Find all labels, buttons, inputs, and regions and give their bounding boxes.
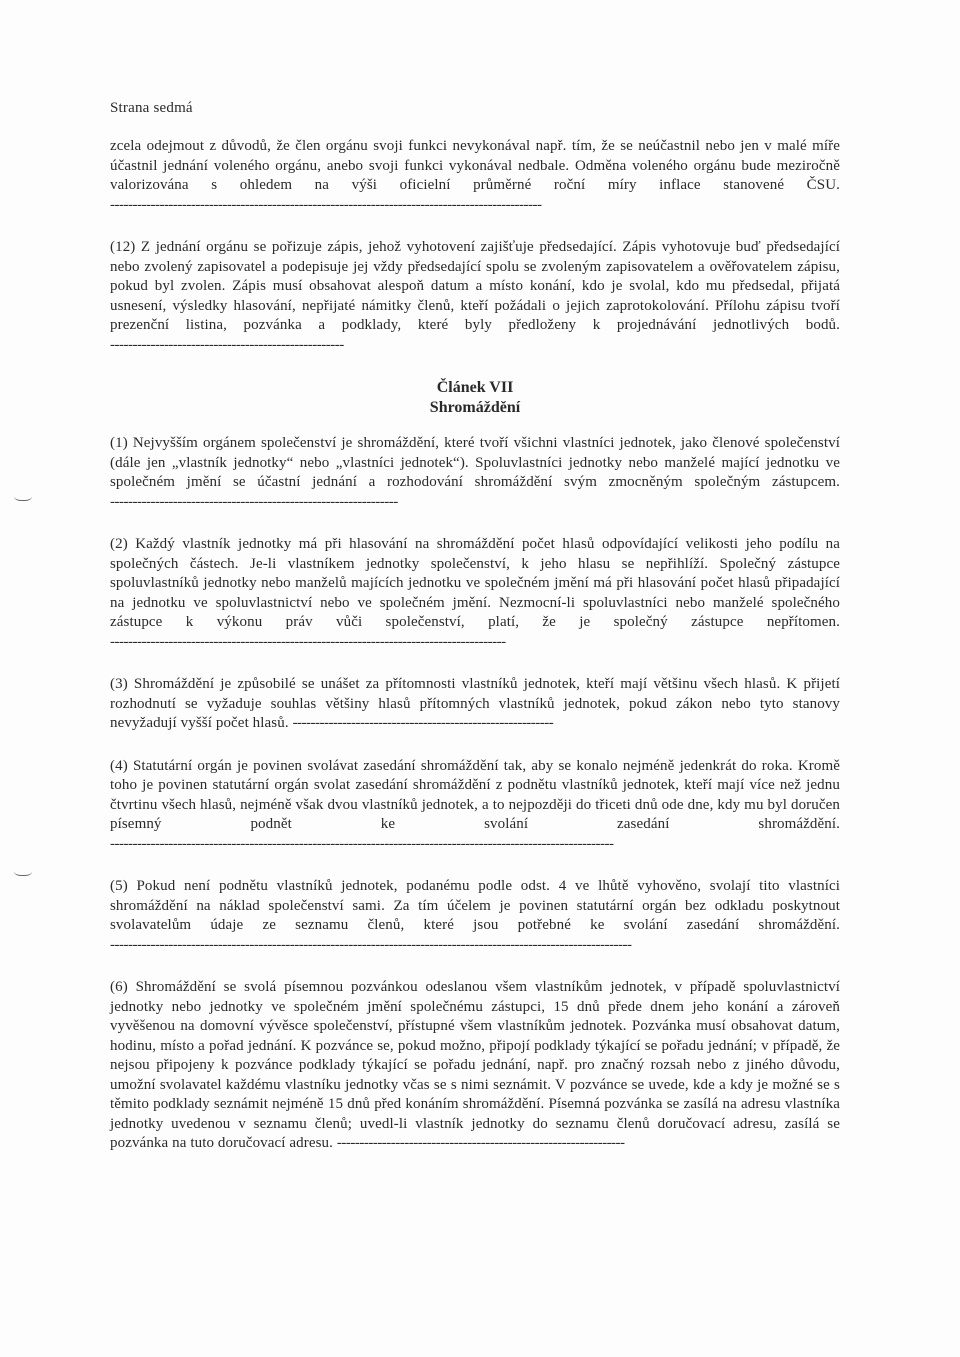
dash-filler: ----------------------------------------------------------------------------------------------------------------	[110, 835, 614, 852]
paragraph-text: (4) Statutární orgán je povinen svolávat zasedání shromáždění tak, aby se konalo nejméně jedenkrát do roka. Kromě toho je povinen statutární orgán svolat zasedání shromáždění z podnětu vlastníků jednotek, kteří mají více než jednu čtvrtinu všech hlasů, nejméně však dvou vlastníků jednotek, a to nejpozději do třiceti dnů ode dne, kdy mu byl doručen písemný podnět ke svolání zasedání shromáždění.	[110, 757, 840, 832]
binder-hole-mark	[14, 490, 32, 501]
paragraph	[110, 675, 840, 734]
paragraph-text: (12) Z jednání orgánu se pořizuje zápis, jehož vyhotovení zajišťuje předsedající. Zápis vyhotovuje buď předsedající nebo zvolený zapisovatel a podepisuje jej vždy předsedající spolu se zvoleným zapisovatelem a ověřovatelem zápisu, pokud byl zvolen. Zápis musí obsahovat alespoň datum a místo konání, kdo je svolal, kdo mu předsedal, přijatá usnesení, výsledky hlasování, nepřijaté námitky členů, kteří požádali o jejich zaprotokolování. Přílohu zápisu tvoří prezenční listina, pozvánka a podklady, které byly předloženy k projednávání jednotlivých bodů.	[110, 239, 840, 333]
dash-filler: ----------------------------------------------------------------------------------------	[110, 633, 506, 650]
paragraph	[110, 877, 840, 955]
dash-filler: --------------------------------------------------------------------------------------------------------------------	[110, 936, 632, 953]
article-title: Shromáždění	[429, 399, 521, 416]
paragraph	[110, 137, 840, 215]
document-page	[110, 100, 840, 1177]
paragraph-text: zcela odejmout z důvodů, že člen orgánu svoji funkci nevykonával např. tím, že se neúčastnil nebo jen v malé míře účastnil jednání voleného orgánu, anebo svoji funkci vykonával nedbale. Odměna voleného orgánu bude meziročně valorizována s ohledem na výši oficielní průměrné roční míry inflace stanovené ČSU.	[110, 138, 840, 193]
paragraph-text: (1) Nejvyšším orgánem společenství je shromáždění, které tvoří všichni vlastníci jednotek, jako členové společenství (dále jen „vlastník jednotky“ nebo „vlastníci jednotek“). Spoluvlastníci jednotky nebo manželé mající jednotku ve společném jmění se účastní jednání a rozhodování shromáždění svým zmocněným společným zástupcem.	[110, 435, 840, 490]
dash-filler: ----------------------------------------------------------------	[336, 1135, 625, 1151]
paragraph	[110, 238, 840, 355]
paragraph	[110, 434, 840, 512]
dash-filler: ----------------------------------------------------------	[292, 715, 554, 731]
dash-filler: ----------------------------------------------------	[110, 336, 344, 353]
page-header: Strana sedmá	[110, 100, 193, 116]
article-number: Článek VII	[436, 379, 514, 396]
paragraph-text: (3) Shromáždění je způsobilé se unášet za přítomnosti vlastníků jednotek, kteří mají většinu všech hlasů. K přijetí rozhodnutí se vyžaduje souhlas většiny hlasů přítomných vlastníků jednotek, pokud zákon nebo tyto stanovy nevyžadují vyšší počet hlasů.	[110, 676, 840, 731]
binder-hole-mark	[14, 865, 32, 876]
dash-filler: ----------------------------------------------------------------	[110, 493, 398, 510]
paragraph-text: (2) Každý vlastník jednotky má při hlasování na shromáždění počet hlasů odpovídající velikosti jeho podílu na společných částech. Je-li vlastníkem jednotky společenství, k jeho hlasu se nepřihlíží. Společný zástupce spoluvlastníků jednotky nebo manželů majících jednotku ve společném jmění má při hlasování počet hlasů připadající na jednotku ve spoluvlastnictví nebo ve společném jmění. Nezmocní-li spoluvlastníci nebo manželé společného zástupce k výkonu práv vůči společenství, platí, že je společný zástupce nepřítomen.	[110, 536, 840, 630]
paragraph	[110, 535, 840, 652]
paragraph	[110, 978, 840, 1154]
paragraph-text: (5) Pokud není podnětu vlastníků jednotek, podanému podle odst. 4 ve lhůtě vyhověno, svolají tito vlastníci shromáždění na náklad společenství sami. Za tím účelem je povinen statutární orgán bez odkladu poskytnout svolavatelům údaje ze seznamu členů, které jsou potřebné ke svolání zasedání shromáždění.	[110, 878, 840, 933]
dash-filler: ------------------------------------------------------------------------------------------------	[110, 196, 542, 213]
paragraph	[110, 757, 840, 855]
paragraph-text: (6) Shromáždění se svolá písemnou pozvánkou odeslanou všem vlastníkům jednotek, v případě spoluvlastnictví jednotky nebo jednotky ve společném jmění společnému zástupci, 15 dnů přede dnem jeho konání a zároveň vyvěšenou na domovní vývěsce společenství, přístupné všem vlastníkům jednotek. Pozvánka musí obsahovat datum, hodinu, místo a pořad jednání. K pozvánce se, pokud možno, připojí podklady týkající se pořadu jednání; v případě, že nejsou připojeny k pozvánce podklady týkající se pořadu jednání, např. pro značný rozsah nebo z jiného důvodu, umožní svolavatel každému vlastníku jednotky včas se s nimi seznámit. V pozvánce se uvede, kde a kdy je možné se s těmito podklady seznámit nejméně 15 dnů před konáním shromáždění. Písemná pozvánka se zasílá na adresu vlastníka jednotky uvedenou v seznamu členů; uvedl-li vlastník jednotky do seznamu členů doručovací adresu, zasílá se pozvánka na tuto doručovací adresu.	[110, 979, 840, 1151]
article-heading	[110, 378, 840, 418]
